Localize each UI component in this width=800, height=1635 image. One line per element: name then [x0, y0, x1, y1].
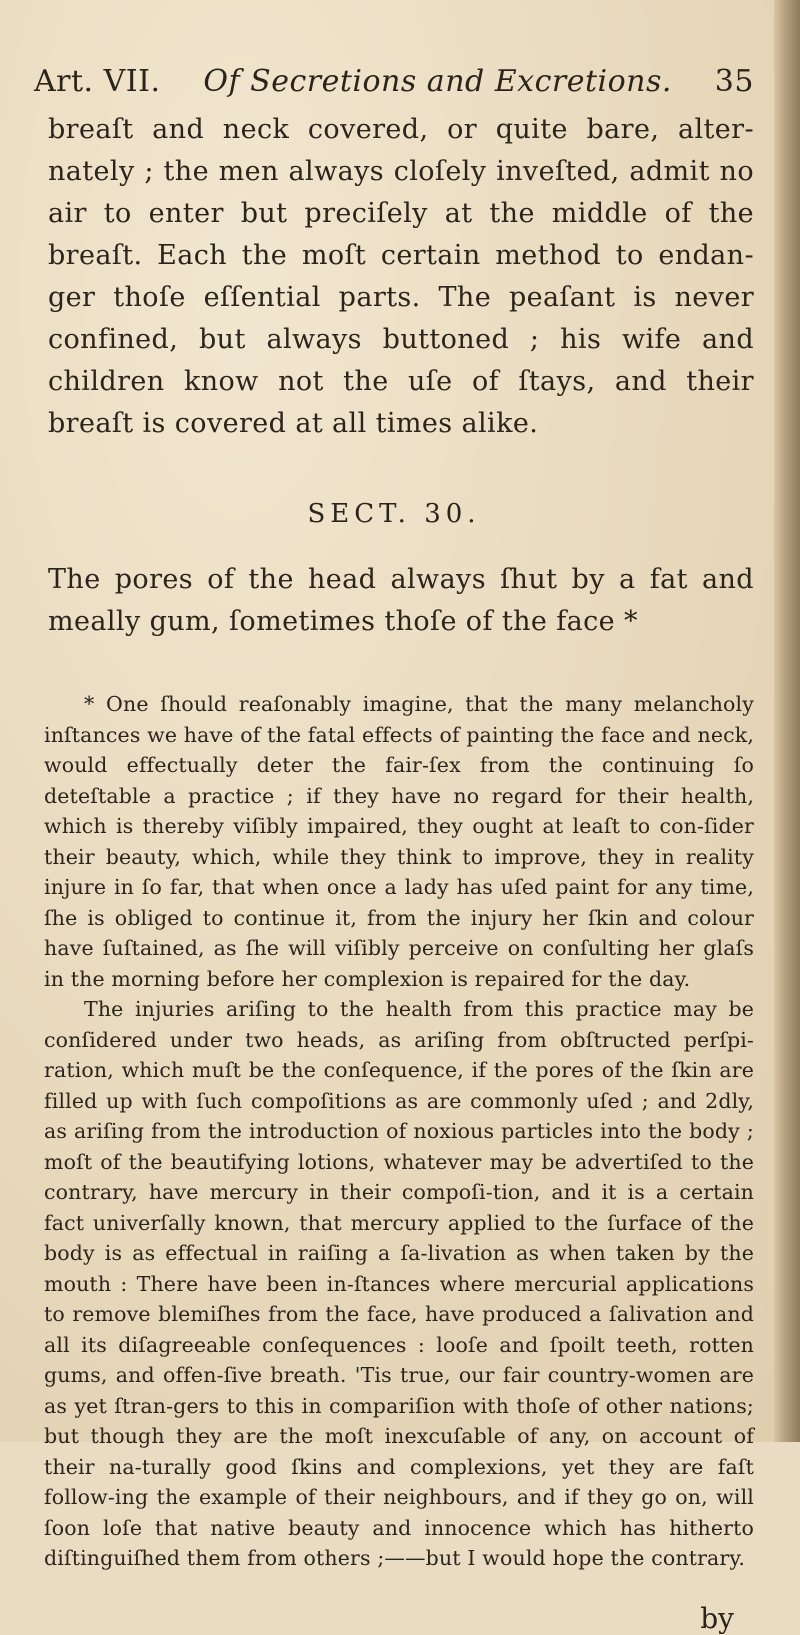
- catchword: by: [700, 1601, 734, 1635]
- footnote: [44, 689, 754, 1574]
- footnote-paragraph: * One ſhould reaſonably imagine, that the many melancholy inſtances we have of the fatal effects of painting the face and neck, would effectually deter the fair-ſex from the continuing ſo deteſtable a practice ; if they have no regard for their health, which is thereby viſibly impaired, they ought at leaſt to con-ſider their beauty, which, while they think to improve, they in reality injure in ſo far, that when once a lady has uſed paint for any time, ſhe is obliged to continue it, from the injury her ſkin and colour have ſuſtained, as ſhe will viſibly perceive on conſulting her glaſs in the morning before her complexion is repaired for the day.: [44, 692, 754, 991]
- running-title: Of Secretions and Excretions.: [203, 64, 672, 99]
- running-head: [34, 64, 754, 99]
- article-number: Art. VII.: [34, 64, 161, 99]
- section-heading: SECT. 30.: [307, 499, 481, 529]
- section-paragraph: The pores of the head always ſhut by a fat and meally gum, ſometimes thoſe of the face *: [48, 564, 754, 637]
- body-paragraph: breaſt and neck covered, or quite bare, alter-nately ; the men always cloſely inveſted, admit no air to enter but preciſely at the middle of the breaſt. Each the moſt certain method to endan-ger thoſe eſſential parts. The peaſant is never confined, but always buttoned ; his wife and children know not the uſe of ſtays, and their breaſt is covered at all times alike.: [48, 114, 754, 439]
- page-content: [34, 64, 754, 1635]
- page-number: 35: [714, 64, 754, 99]
- page-gutter-edge: [774, 0, 800, 1442]
- footnote-paragraph: The injuries ariſing to the health from this practice may be conſidered under two heads, as ariſing from obſtructed perſpi-ration, which muſt be the conſequence, if the pores of the ſkin are filled up with ſuch compoſitions as are commonly uſed ; and 2dly, as ariſing from the introduction of noxious particles into the body ; moſt of the beautifying lotions, whatever may be advertiſed to the contrary, have mercury in their compoſi-tion, and it is a certain fact univerſally known, that mercury applied to the ſurface of the body is as effectual in raiſing a ſa-livation as when taken by the mouth : There have been in-ſtances where mercurial applications to remove blemiſhes from the face, have produced a ſalivation and all its diſagreeable conſequences : looſe and ſpoilt teeth, rotten gums, and offen-ſive breath. 'Tis true, our fair country-women are as yet ſtran-gers to this in compariſion with thoſe of other nations; but though they are the moſt inexcuſable of any, on account of their na-turally good ſkins and complexions, yet they are faſt follow-ing the example of their neighbours, and if they go on, will ſoon loſe that native beauty and innocence which has hitherto diſtinguiſhed them from others ;——but I would hope the contrary.: [44, 997, 754, 1570]
